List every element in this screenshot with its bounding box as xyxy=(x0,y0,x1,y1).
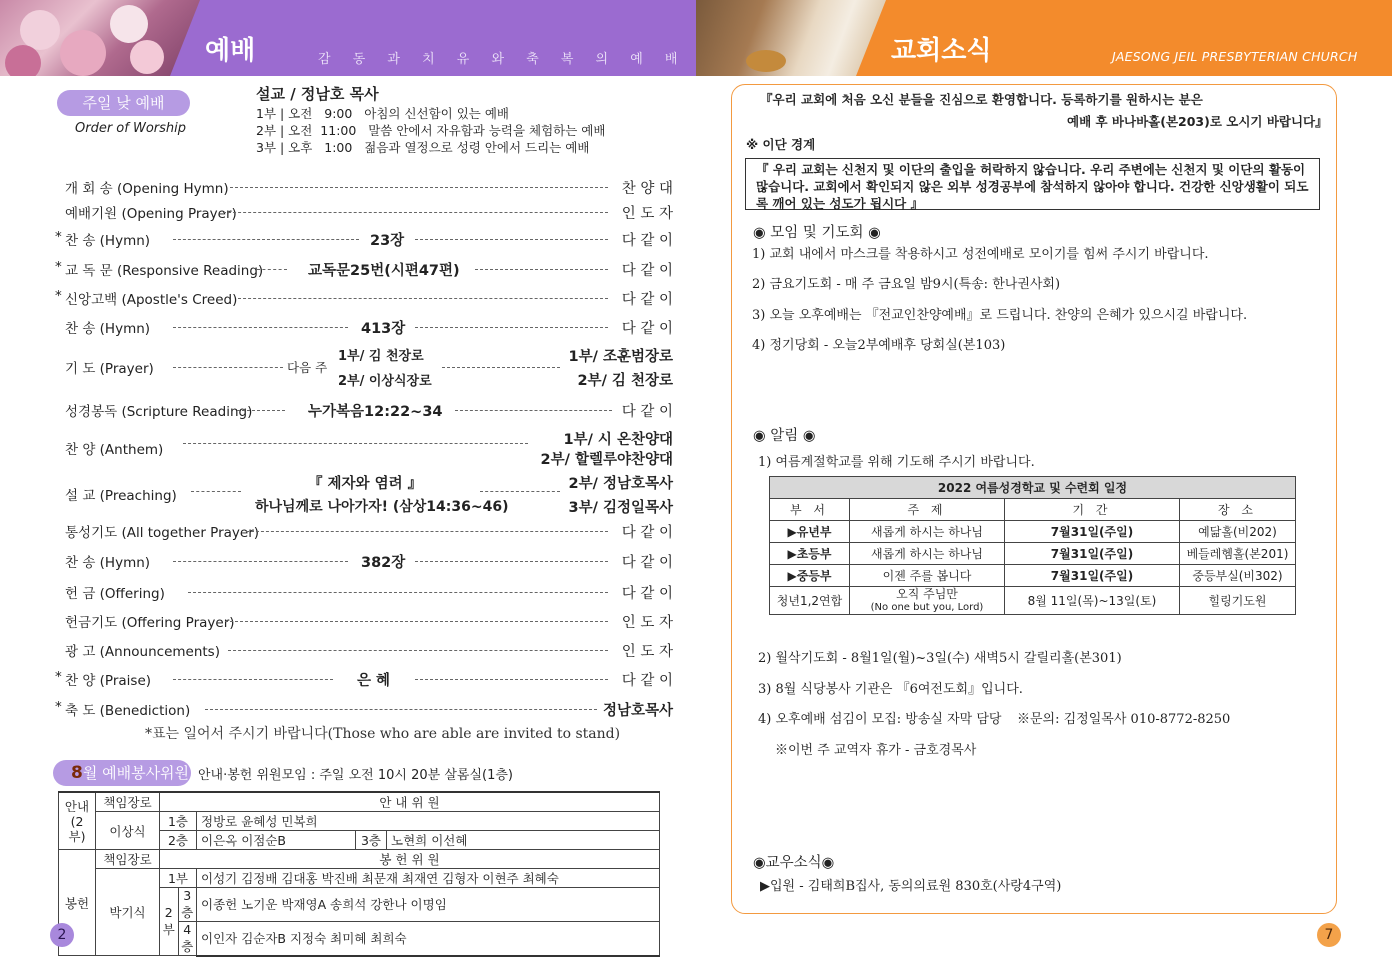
notice-item-1: 1) 여름계절학교를 위해 기도해 주시기 바랍니다. xyxy=(758,455,1035,470)
order-row-offering xyxy=(65,582,673,604)
notice-item-2: 2) 월삭기도회 - 8월1일(월)~3일(수) 새벽5시 갈릴리홀(본301) xyxy=(758,651,1122,666)
floor-2: 2층 xyxy=(160,831,197,850)
anthem-choir-2: 2부/ 할렐루야찬양대 xyxy=(540,452,673,468)
camp-date: 7월31일(주일) xyxy=(1005,521,1180,543)
member-news-heading: ◉교우소식◉ xyxy=(753,855,835,871)
order-content: 은 혜 xyxy=(357,673,391,689)
welcome-line-1: 『우리 교회에 처음 오신 분들을 진심으로 환영합니다. 등록하기를 원하시는 분은 xyxy=(760,92,1203,107)
guide-elder: 이상식 xyxy=(96,812,160,850)
order-label: 신앙고백 (Apostle's Creed) xyxy=(65,292,238,308)
welcome-line-2: 예배 후 바나바홀(본203)로 오시기 바랍니다』 xyxy=(1067,114,1328,129)
prayer-today-1: 1부/ 조훈범장로 xyxy=(568,349,673,365)
stand-marker: * xyxy=(55,259,62,275)
prayer-next-1: 1부/ 김 천장로 xyxy=(338,349,424,364)
camp-dept: 청년1,2연합 xyxy=(770,587,850,615)
order-label: 축 도 (Benediction) xyxy=(65,703,191,719)
meeting-heading: ◉ 모임 및 기도회 ◉ xyxy=(753,225,881,241)
church-name: JAESONG JEIL PRESBYTERIAN CHURCH xyxy=(1112,49,1358,64)
page-title: 예배 xyxy=(205,36,256,66)
order-row-prayer xyxy=(65,345,673,391)
notice-item-5: ※이번 주 교역자 휴가 - 금호경목사 xyxy=(775,743,977,758)
floor-1-names: 정방로 윤혜성 민복희 xyxy=(197,812,660,831)
part-1: 1부 xyxy=(160,869,197,888)
flower-photo xyxy=(0,0,200,76)
sermon-title: 『 제자와 염려 』 xyxy=(308,476,423,492)
order-label: 교 독 문 (Responsive Reading) xyxy=(65,263,264,279)
left-header-banner xyxy=(0,0,696,76)
order-row-offering-prayer xyxy=(65,611,673,633)
service-3: 3부 | 오후 1:00 젊음과 열정으로 성령 안에서 드리는 예배 xyxy=(256,140,590,155)
order-label: 찬 송 (Hymn) xyxy=(65,555,151,571)
meeting-item-3: 3) 오늘 오후예배는 『전교인찬양예배』로 드립니다. 찬양의 은혜가 있으시길 바랍니다. xyxy=(752,308,1248,323)
camp-header-theme: 주 제 xyxy=(850,499,1005,521)
floor-2-names: 이은옥 이점순B xyxy=(197,831,356,850)
sermon-subtitle: 하나님께로 나아가자! (삼상14:36~46) xyxy=(255,499,509,515)
order-leader: 다 같 이 xyxy=(621,404,673,420)
order-label: 광 고 (Announcements) xyxy=(65,644,220,660)
guide-header: 안 내 위 원 xyxy=(160,792,660,812)
order-leader: 다 같 이 xyxy=(621,586,673,602)
preacher-2: 3부/ 김정일목사 xyxy=(568,500,673,516)
camp-date: 7월31일(주일) xyxy=(1005,565,1180,587)
camp-date: 8월 11일(목)~13일(토) xyxy=(1005,587,1180,615)
order-content: 누가복음12:22~34 xyxy=(308,404,443,420)
order-row-benediction xyxy=(55,699,673,721)
order-label: 예배기원 (Opening Prayer) xyxy=(65,206,237,222)
camp-theme: 새롭게 하시는 하나님 xyxy=(850,543,1005,565)
preacher-1: 2부/ 정남호목사 xyxy=(568,476,673,492)
offering-header: 봉 헌 위 원 xyxy=(160,850,660,869)
order-label: 설 교 (Preaching) xyxy=(65,488,177,504)
order-label: 헌금기도 (Offering Prayer) xyxy=(65,615,235,631)
duty-pill-text: 월 예배봉사위원 xyxy=(82,764,190,782)
order-row-announcements xyxy=(65,640,673,662)
order-row-anthem xyxy=(65,428,673,472)
floor-3: 3층 xyxy=(356,831,387,850)
notice-item-4: 4) 오후예배 섬김이 모집: 방송실 자막 담당 xyxy=(758,712,1002,727)
prayer-today-2: 2부/ 김 천장로 xyxy=(577,373,673,389)
order-content: 382장 xyxy=(361,555,406,571)
order-label: 찬 양 (Anthem) xyxy=(65,442,164,458)
camp-dept: ▶중등부 xyxy=(770,565,850,587)
camp-place: 힐링기도원 xyxy=(1180,587,1296,615)
part-2-cell xyxy=(160,888,197,956)
part-2-floor-3-names: 이종헌 노기운 박재영A 송희석 강한나 이명임 xyxy=(197,888,660,922)
notice-item-3: 3) 8월 식당봉사 기관은 『6여전도회』입니다. xyxy=(758,682,1023,697)
camp-place: 중등부실(비302) xyxy=(1180,565,1296,587)
order-label: 통성기도 (All together Prayer) xyxy=(65,525,260,541)
order-row-hymn-3 xyxy=(65,551,673,573)
elder-header: 책임장로 xyxy=(96,792,160,812)
order-row-opening-hymn xyxy=(65,177,673,199)
camp-theme: 오직 주님만 (No one but you, Lord) xyxy=(850,587,1005,615)
meeting-item-4: 4) 정기당회 - 오늘2부예배후 당회실(본103) xyxy=(752,338,1006,353)
camp-place: 베들레헴홀(본201) xyxy=(1180,543,1296,565)
anthem-choir-1: 1부/ 시 온찬양대 xyxy=(563,432,673,448)
guide-label: 안내 (2부) xyxy=(59,792,96,850)
order-label: 성경봉독 (Scripture Reading) xyxy=(65,404,253,420)
stand-marker: * xyxy=(55,288,62,304)
camp-date: 7월31일(주일) xyxy=(1005,543,1180,565)
order-row-hymn-2 xyxy=(65,317,673,339)
order-row-together-prayer xyxy=(65,521,673,543)
duty-pill xyxy=(53,760,191,786)
service-2: 2부 | 오전 11:00 말씀 안에서 자유함과 능력을 체험하는 예배 xyxy=(256,123,606,138)
part-2-floor-3: 3층 xyxy=(178,888,196,922)
elder-header: 책임장로 xyxy=(96,850,160,869)
camp-title: 2022 여름성경학교 및 수련회 일정 xyxy=(770,477,1296,499)
order-row-creed xyxy=(55,288,673,310)
camp-dept: ▶초등부 xyxy=(770,543,850,565)
right-header-banner xyxy=(696,0,1392,76)
floor-1: 1층 xyxy=(160,812,197,831)
stand-marker: * xyxy=(55,699,62,715)
order-leader: 찬 양 대 xyxy=(621,181,673,197)
sermon-heading: 설교 / 정남호 목사 xyxy=(256,85,379,103)
camp-header-place: 장 소 xyxy=(1180,499,1296,521)
order-row-opening-prayer xyxy=(65,202,673,224)
sunday-worship-pill: 주일 낮 예배 xyxy=(57,90,190,116)
order-content: 23장 xyxy=(370,233,405,249)
order-label: 찬 송 (Hymn) xyxy=(65,233,151,249)
order-row-responsive xyxy=(55,259,673,281)
order-label: 찬 송 (Hymn) xyxy=(65,321,151,337)
order-leader: 정남호목사 xyxy=(602,703,673,719)
month-number: 8 xyxy=(71,763,83,783)
order-row-scripture xyxy=(65,400,673,422)
offering-elder: 박기식 xyxy=(96,869,160,956)
meeting-item-2: 2) 금요기도회 - 매 주 금요일 밤9시(특송: 한나권사회) xyxy=(752,277,1061,292)
order-label: 헌 금 (Offering) xyxy=(65,586,165,602)
camp-header-date: 기 간 xyxy=(1005,499,1180,521)
heresy-warning-heading: ※ 이단 경계 xyxy=(746,137,816,152)
news-title: 교회소식 xyxy=(891,36,992,66)
camp-place: 예닮홀(비202) xyxy=(1180,521,1296,543)
part-2-floor-4-names: 이인자 김순자B 지정숙 최미혜 최희숙 xyxy=(197,921,660,955)
order-content: 413장 xyxy=(361,321,406,337)
order-label: 개 회 송 (Opening Hymn) xyxy=(65,181,229,197)
next-week-label: 다음 주 xyxy=(287,360,328,375)
order-row-praise xyxy=(55,669,673,691)
camp-schedule-table xyxy=(769,476,1296,615)
meeting-item-1: 1) 교회 내에서 마스크를 착용하시고 성전예배로 모이기를 힘써 주시기 바랍니다. xyxy=(752,247,1209,262)
camp-dept: ▶유년부 xyxy=(770,521,850,543)
order-leader: 인 도 자 xyxy=(621,206,673,222)
order-leader: 다 같 이 xyxy=(621,292,673,308)
order-leader: 다 같 이 xyxy=(621,555,673,571)
order-content: 교독문25번(시편47편) xyxy=(308,263,460,279)
order-leader: 다 같 이 xyxy=(621,321,673,337)
stand-note: *표는 일어서 주시기 바랍니다(Those who are able are invited to stand) xyxy=(145,726,621,742)
part-1-names: 이성기 김정배 김대홍 박진배 최문재 최재연 김형자 이현주 최혜숙 xyxy=(197,869,660,888)
part-2-floor-4: 4층 xyxy=(181,922,194,954)
page-number-left: 2 xyxy=(50,923,74,947)
member-news-item: ▶입원 - 김태희B집사, 동의의료원 830호(사랑4구역) xyxy=(760,879,1062,894)
duty-description: 안내·봉헌 위원모임 : 주일 오전 10시 20분 살롬실(1층) xyxy=(198,768,513,783)
prayer-next-2: 2부/ 이상식장로 xyxy=(338,374,432,389)
order-leader: 인 도 자 xyxy=(621,644,673,660)
part-2: 2부 xyxy=(160,888,178,955)
order-leader: 인 도 자 xyxy=(621,615,673,631)
duty-table xyxy=(58,791,660,957)
order-leader: 다 같 이 xyxy=(621,525,673,541)
service-1: 1부 | 오전 9:00 아침의 신선함이 있는 예배 xyxy=(256,106,509,121)
order-label: 찬 양 (Praise) xyxy=(65,673,152,689)
heresy-warning-text: 『 우리 교회는 신천지 및 이단의 출입을 허락하지 않습니다. 우리 주변에는 신천지 및 이단의 활동이 많습니다. 교회에서 확인되지 않은 외부 성경공부에 참석하지 않아야 합니다. 건강한 신앙생활이 되도록 깨어 있는 성도가 됩시다 』 xyxy=(745,158,1320,210)
camp-theme: 이젠 주를 봅니다 xyxy=(850,565,1005,587)
page-subtitle: 감 동 과 치 유 와 축 복 의 예 배 xyxy=(318,52,687,67)
order-of-worship-label: Order of Worship xyxy=(75,121,186,136)
order-leader: 다 같 이 xyxy=(621,673,673,689)
notice-heading: ◉ 알림 ◉ xyxy=(753,428,816,444)
offering-label: 봉헌 xyxy=(59,850,96,956)
camp-header-dept: 부 서 xyxy=(770,499,850,521)
order-leader: 다 같 이 xyxy=(621,233,673,249)
floor-3-names: 노현희 이선혜 xyxy=(387,831,660,850)
stand-marker: * xyxy=(55,669,62,685)
order-row-hymn-1 xyxy=(55,229,673,251)
order-label: 기 도 (Prayer) xyxy=(65,361,154,377)
order-row-preaching xyxy=(65,472,673,518)
camp-theme: 새롭게 하시는 하나님 xyxy=(850,521,1005,543)
notice-contact: ※문의: 김정일목사 010-8772-8250 xyxy=(1017,712,1231,727)
stand-marker: * xyxy=(55,229,62,245)
page-number-right: 7 xyxy=(1317,923,1341,947)
order-leader: 다 같 이 xyxy=(621,263,673,279)
